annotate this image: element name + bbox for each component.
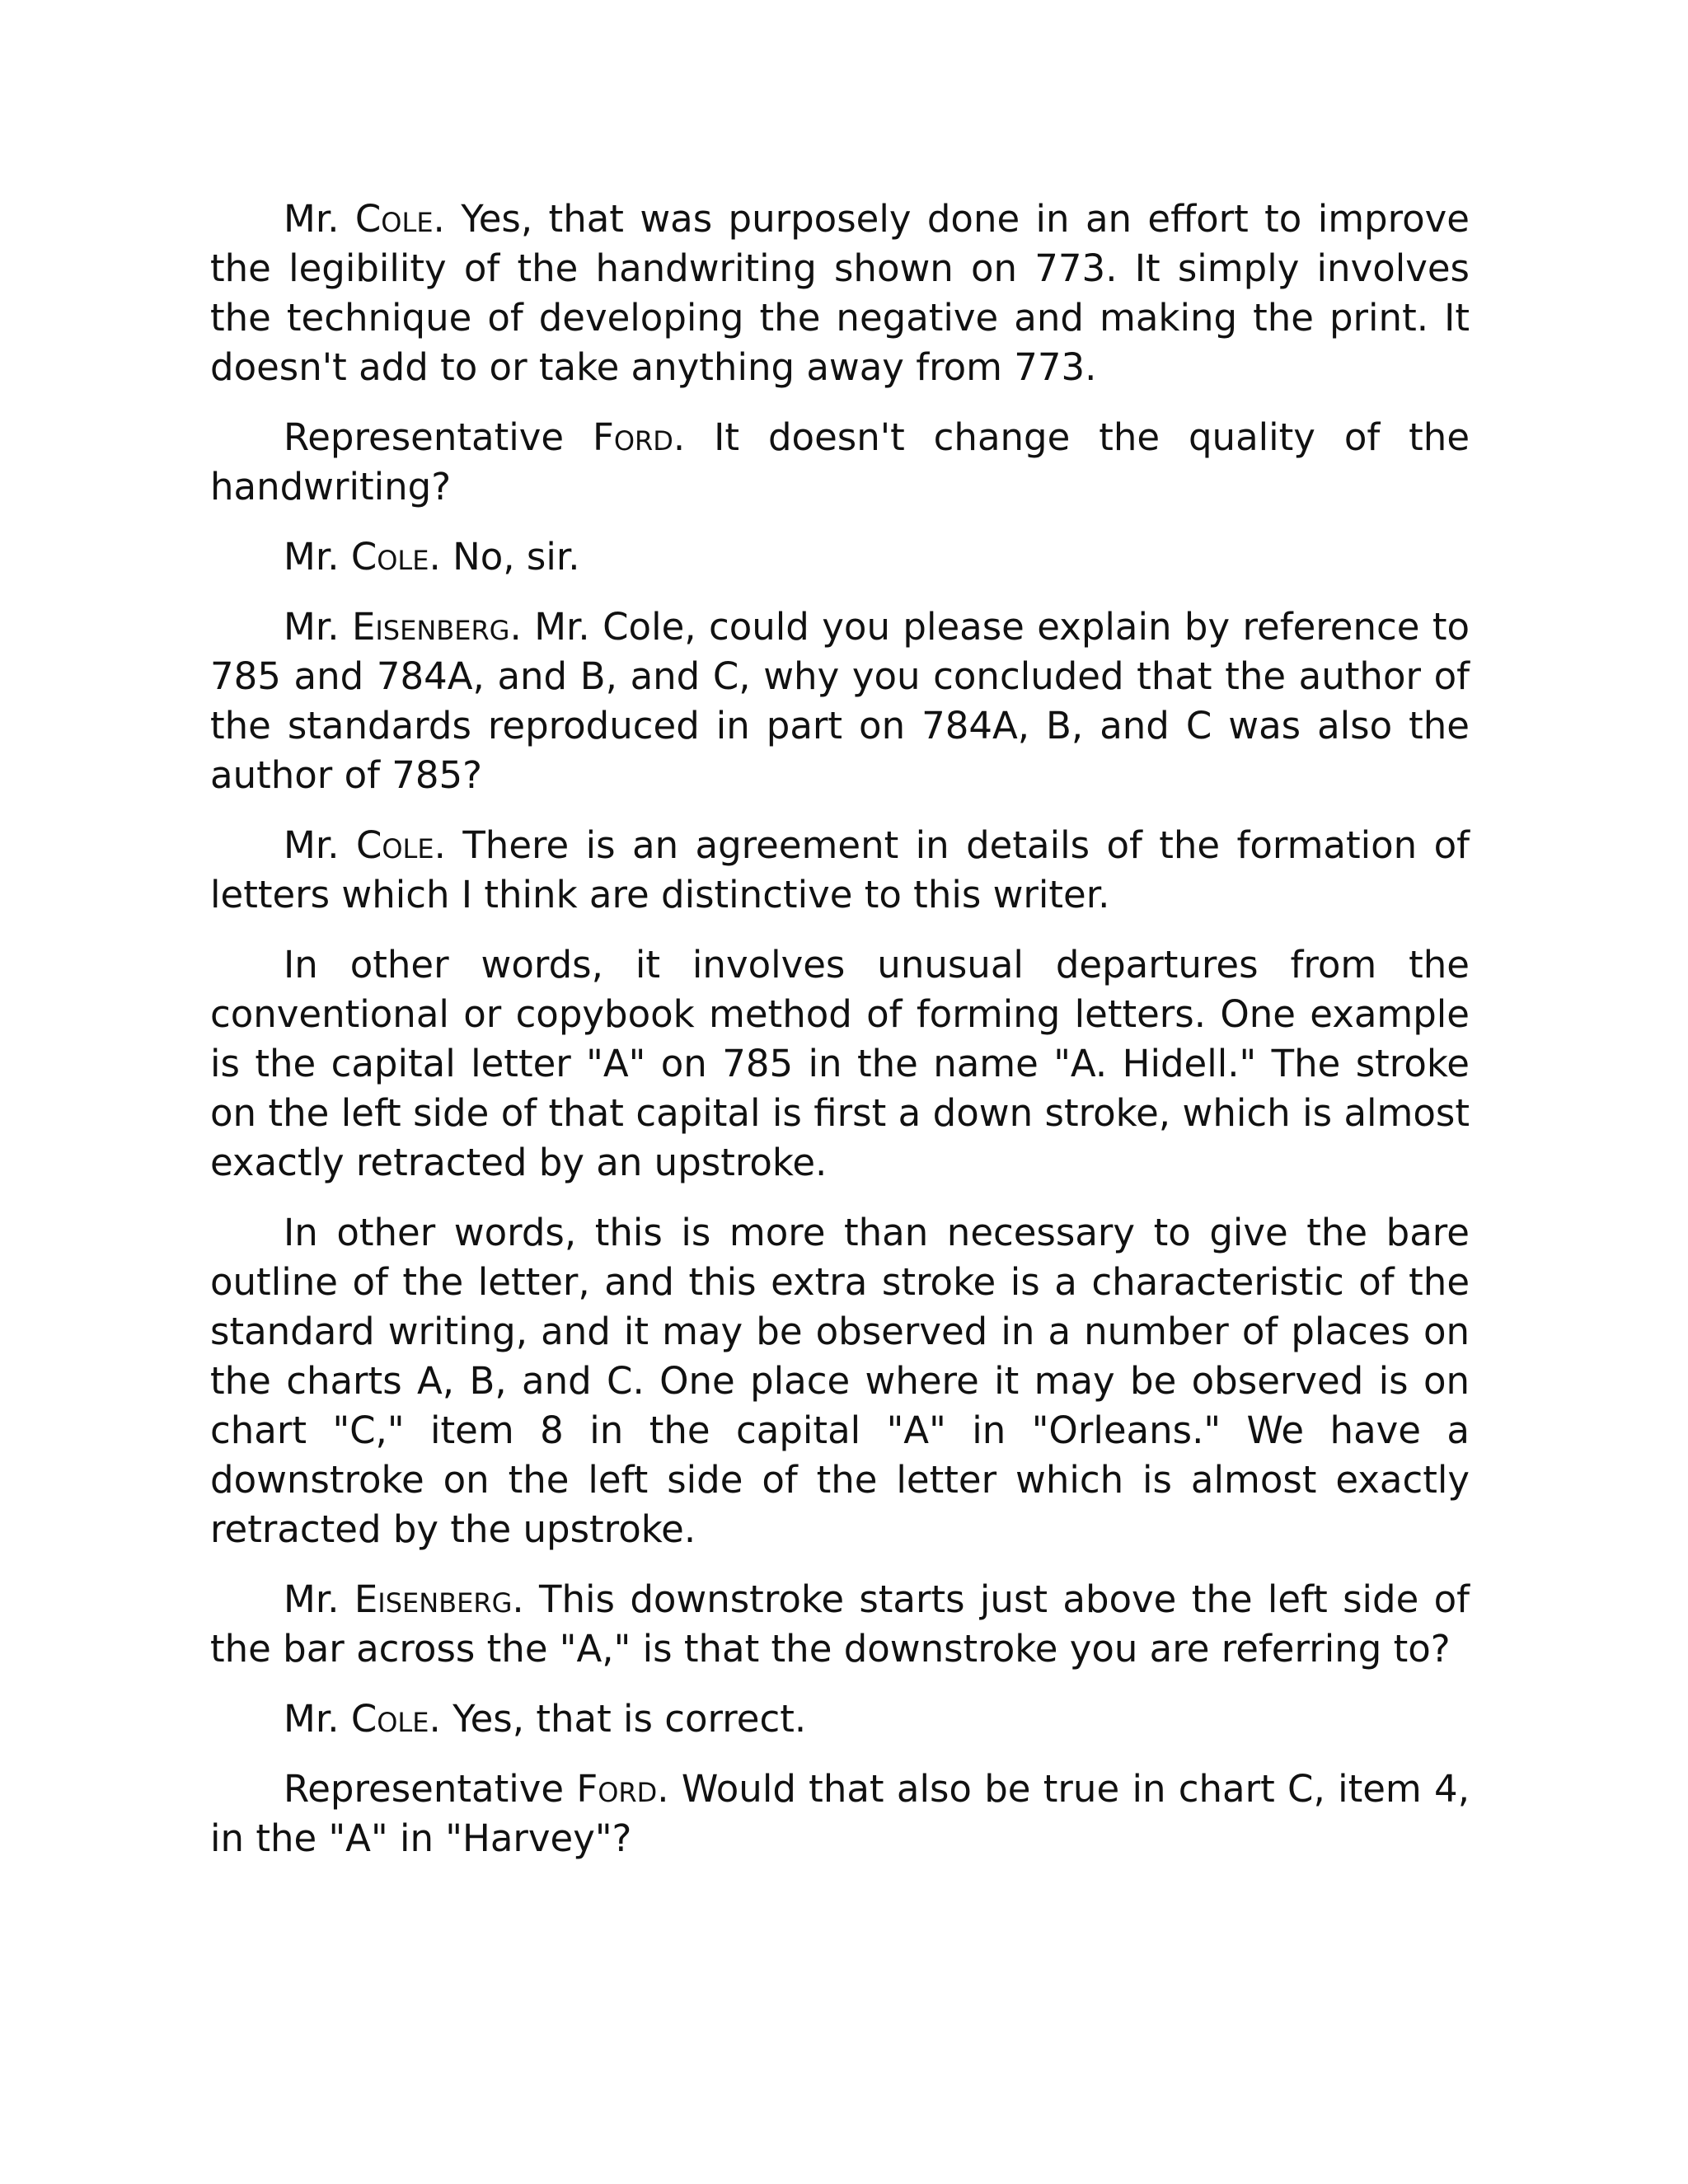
speaker-title: Mr. (284, 1577, 340, 1621)
paragraph-cole-4 (210, 1694, 1470, 1744)
speaker-title: Mr. (284, 823, 340, 867)
speaker-name: Cole (355, 823, 434, 867)
paragraph-cole-3 (210, 821, 1470, 920)
speaker-title: Representative (284, 1767, 565, 1811)
speaker-title: Mr. (284, 535, 340, 579)
transcript-page (210, 194, 1470, 1884)
paragraph-cole-2 (210, 532, 1470, 582)
speaker-name: Eisenberg (354, 1577, 513, 1621)
speaker-title: Mr. (284, 1697, 340, 1741)
paragraph-ford-1 (210, 413, 1470, 512)
speaker-name: Cole (354, 197, 434, 241)
paragraph-continuation-2 (210, 1208, 1470, 1554)
paragraph-text: . Yes, that was purposely done in an effort to improve the legibility of the handwriting shown on 773. It simply involves the technique of developing the negative and making the print. It doesn't add to or take anything away from 773. (210, 197, 1470, 389)
paragraph-text: In other words, this is more than necessary to give the bare outline of the letter, and this extra stroke is a characteristic of the standard writing, and it may be observed in a number of places on the charts A, B, and C. One place where it may be observed is on chart "C," item 8 in the capital "A" in "Orleans." We have a downstroke on the left side of the letter which is almost exactly retracted by the upstroke. (210, 1211, 1470, 1551)
paragraph-cole-1 (210, 194, 1470, 392)
paragraph-text: . This downstroke starts just above the left side of the bar across the "A," is that the downstroke you are referring to? (210, 1577, 1470, 1671)
speaker-title: Representative (284, 415, 565, 459)
speaker-name: Ford (576, 1767, 658, 1811)
speaker-name: Cole (350, 535, 429, 579)
paragraph-text: . Yes, that is correct. (429, 1697, 807, 1741)
paragraph-text: . Would that also be true in chart C, item 4, in the "A" in "Harvey"? (210, 1767, 1470, 1860)
paragraph-eisenberg-1 (210, 602, 1470, 800)
speaker-title: Mr. (284, 605, 340, 649)
paragraph-eisenberg-2 (210, 1575, 1470, 1674)
paragraph-text: . It doesn't change the quality of the handwriting? (210, 415, 1470, 509)
speaker-name: Eisenberg (351, 605, 510, 649)
paragraph-text: . No, sir. (429, 535, 580, 579)
speaker-title: Mr. (284, 197, 340, 241)
paragraph-continuation-1 (210, 940, 1470, 1188)
paragraph-text: . There is an agreement in details of the formation of letters which I think are distinctive to this writer. (210, 823, 1470, 916)
speaker-name: Cole (350, 1697, 429, 1741)
paragraph-text: In other words, it involves unusual departures from the conventional or copybook method of forming letters. One example is the capital letter "A" on 785 in the name "A. Hidell." The stroke on the left side of that capital is first a down stroke, which is almost exactly retracted by an upstroke. (210, 943, 1470, 1184)
paragraph-text: . Mr. Cole, could you please explain by reference to 785 and 784A, and B, and C, why you concluded that the author of the standards reproduced in part on 784A, B, and C was also the author of 785? (210, 605, 1470, 797)
speaker-name: Ford (592, 415, 673, 459)
paragraph-ford-2 (210, 1765, 1470, 1863)
